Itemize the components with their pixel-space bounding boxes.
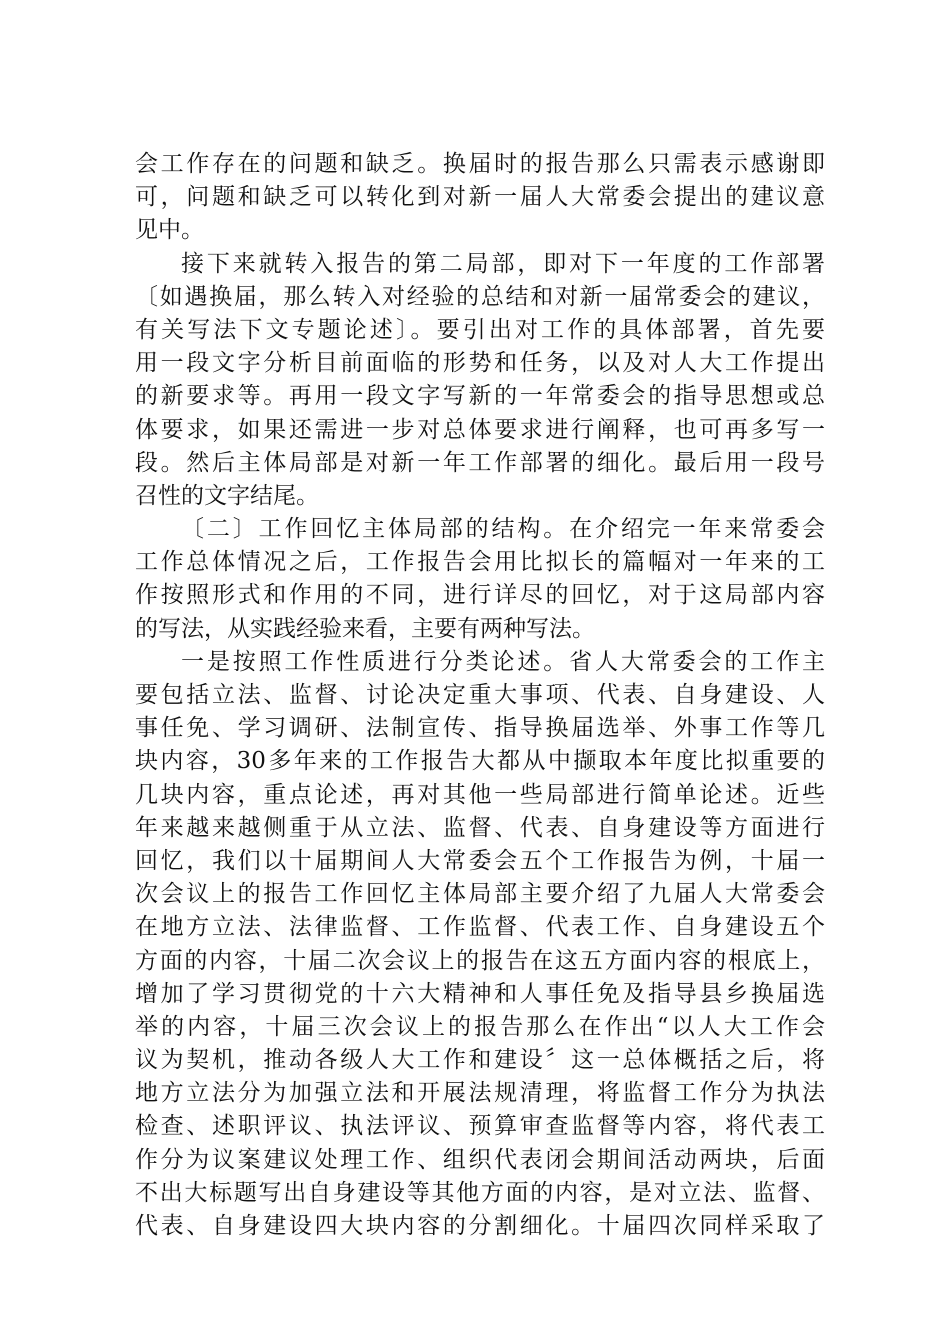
text-line: 有关写法下文专题论述〕。要引出对工作的具体部署，首先要 bbox=[135, 316, 825, 343]
text-line: 〔二〕工作回忆主体局部的结构。在介绍完一年来常委会 bbox=[181, 516, 825, 543]
text-line: 作按照形式和作用的不同，进行详尽的回忆，对于这局部内容 bbox=[135, 582, 825, 609]
text-line: 体要求，如果还需进一步对总体要求进行阐释，也可再多写一 bbox=[135, 416, 825, 443]
text-line: 次会议上的报告工作回忆主体局部主要介绍了九届人大常委会 bbox=[135, 881, 825, 908]
text-line: 〔如遇换届，那么转入对经验的总结和对新一届常委会的建议， bbox=[135, 283, 825, 310]
text-line: 工作总体情况之后，工作报告会用比拟长的篇幅对一年来的工 bbox=[135, 549, 825, 576]
text-line: 作分为议案建议处理工作、组织代表闭会期间活动两块，后面 bbox=[135, 1146, 825, 1173]
text-line: 接下来就转入报告的第二局部，即对下一年度的工作部署 bbox=[181, 250, 825, 277]
text-line: 会工作存在的问题和缺乏。换届时的报告那么只需表示感谢即 bbox=[135, 151, 825, 177]
text-line: 段。然后主体局部是对新一年工作部署的细化。最后用一段号 bbox=[135, 449, 825, 476]
text-line: 议为契机，推动各级人大工作和建设〞这一总体概括之后，将 bbox=[135, 1047, 825, 1074]
text-line: 在地方立法、法律监督、工作监督、代表工作、自身建设五个 bbox=[135, 914, 825, 941]
text-line: 块内容，30多年来的工作报告大都从中撷取本年度比拟重要的 bbox=[135, 748, 825, 775]
text-line: 的新要求等。再用一段文字写新的一年常委会的指导思想或总 bbox=[135, 383, 825, 410]
text-line: 方面的内容，十届二次会议上的报告在这五方面内容的根底上， bbox=[135, 947, 825, 974]
text-line: 的写法，从实践经验来看，主要有两种写法。 bbox=[135, 615, 595, 642]
document-body bbox=[135, 148, 825, 1243]
text-line: 一是按照工作性质进行分类论述。省人大常委会的工作主 bbox=[181, 648, 825, 675]
text-line: 事任免、学习调研、法制宣传、指导换届选举、外事工作等几 bbox=[135, 715, 825, 742]
text-line: 代表、自身建设四大块内容的分割细化。十届四次同样采取了 bbox=[135, 1213, 825, 1239]
text-line: 回忆，我们以十届期间人大常委会五个工作报告为例，十届一 bbox=[135, 847, 825, 874]
text-line: 用一段文字分析目前面临的形势和任务，以及对人大工作提出 bbox=[135, 350, 825, 377]
text-line: 地方立法分为加强立法和开展法规清理，将监督工作分为执法 bbox=[135, 1080, 825, 1107]
text-line: 检查、述职评议、执法评议、预算审查监督等内容，将代表工 bbox=[135, 1113, 825, 1140]
text-line: 可，问题和缺乏可以转化到对新一届人大常委会提出的建议意 bbox=[135, 184, 825, 211]
text-line: 几块内容，重点论述，再对其他一些局部进行简单论述。近些 bbox=[135, 781, 825, 808]
text-line: 要包括立法、监督、讨论决定重大事项、代表、自身建设、人 bbox=[135, 682, 825, 708]
text-line: 召性的文字结尾。 bbox=[135, 482, 319, 509]
text-line: 增加了学习贯彻党的十六大精神和人事任免及指导县乡换届选 bbox=[135, 980, 825, 1007]
text-line: 举的内容，十届三次会议上的报告那么在作出“以人大工作会 bbox=[135, 1013, 825, 1040]
text-line: 年来越来越侧重于从立法、监督、代表、自身建设等方面进行 bbox=[135, 814, 825, 841]
text-line: 见中。 bbox=[135, 217, 204, 244]
text-line: 不出大标题写出自身建设等其他方面的内容，是对立法、监督、 bbox=[135, 1179, 825, 1206]
